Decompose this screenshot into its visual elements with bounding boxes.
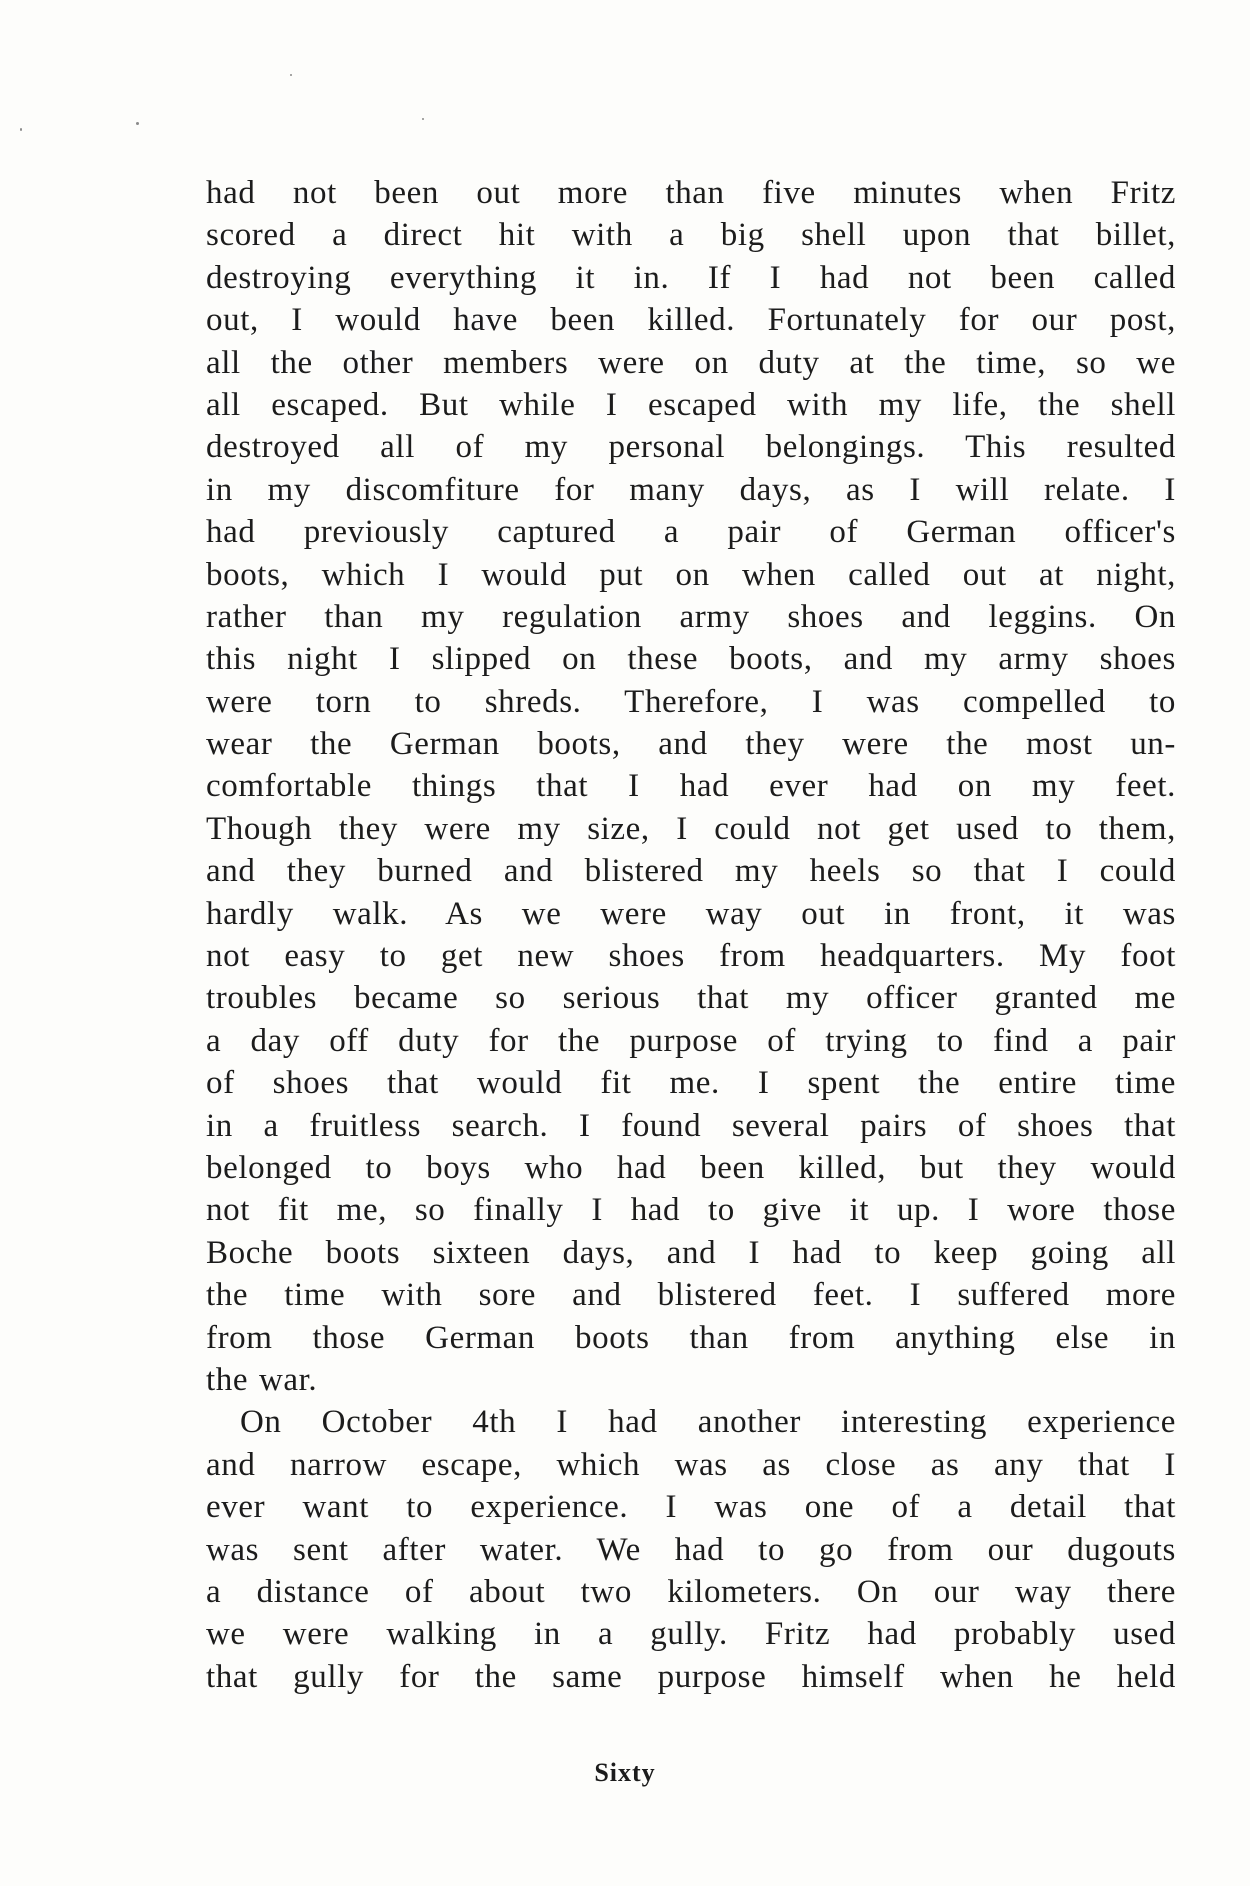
text-line: hardly walk. As we were way out in front, it was (206, 895, 1176, 932)
text-line: a distance of about two kilometers. On our way there (206, 1573, 1176, 1610)
text-line: comfortable things that I had ever had on my feet. (206, 768, 1176, 805)
text-line: the war. (206, 1361, 318, 1398)
text-line: destroyed all of my personal belongings. This resulted (206, 429, 1176, 466)
text-line: a day off duty for the purpose of trying to find a pair (206, 1022, 1176, 1059)
text-line: not easy to get new shoes from headquarters. My foot (206, 938, 1176, 975)
text-line: the time with sore and blistered feet. I suffered more (206, 1277, 1176, 1314)
paper-speck (20, 128, 22, 131)
text-line: were torn to shreds. Therefore, I was compelled to (206, 683, 1176, 720)
text-line: and narrow escape, which was as close as any that I (206, 1446, 1176, 1483)
paper-speck (290, 74, 292, 76)
text-line: destroying everything it in. If I had not been called (206, 259, 1176, 296)
paper-speck (136, 122, 139, 125)
text-line: this night I slipped on these boots, and my army shoes (206, 641, 1176, 678)
text-line: rather than my regulation army shoes and leggins. On (206, 598, 1176, 635)
text-line: in my discomfiture for many days, as I will relate. I (206, 471, 1176, 508)
paper-speck (422, 118, 424, 120)
text-line: had previously captured a pair of German officer's (206, 514, 1176, 551)
text-line: boots, which I would put on when called out at night, (206, 556, 1176, 593)
text-line: we were walking in a gully. Fritz had probably used (206, 1616, 1176, 1653)
text-line: that gully for the same purpose himself when he held (206, 1658, 1176, 1695)
page-number: Sixty (594, 1758, 656, 1787)
text-line: Though they were my size, I could not get used to them, (206, 810, 1176, 847)
paragraph-2 (206, 1401, 1176, 1698)
text-line: was sent after water. We had to go from our dugouts (206, 1531, 1176, 1568)
text-line: troubles became so serious that my officer granted me (206, 980, 1176, 1017)
text-line: all escaped. But while I escaped with my life, the shell (206, 386, 1176, 423)
text-line: belonged to boys who had been killed, but they would (206, 1149, 1176, 1186)
text-line: had not been out more than five minutes when Fritz (206, 175, 1176, 211)
text-line: Boche boots sixteen days, and I had to keep going all (206, 1234, 1176, 1271)
text-line: of shoes that would fit me. I spent the entire time (206, 1065, 1176, 1102)
text-line: scored a direct hit with a big shell upon that billet, (206, 217, 1176, 254)
text-line: out, I would have been killed. Fortunately for our post, (206, 302, 1176, 339)
text-line: from those German boots than from anything else in (206, 1319, 1176, 1356)
text-line: wear the German boots, and they were the most un- (206, 726, 1176, 763)
text-line: all the other members were on duty at the time, so we (206, 344, 1176, 381)
text-line: not fit me, so finally I had to give it up. I wore those (206, 1192, 1176, 1229)
text-line: On October 4th I had another interesting experience (240, 1404, 1176, 1441)
text-line: and they burned and blistered my heels so that I could (206, 853, 1176, 890)
text-line: in a fruitless search. I found several pairs of shoes that (206, 1107, 1176, 1144)
paragraph-1 (206, 172, 1176, 1401)
body-text (206, 172, 1176, 1698)
text-line: ever want to experience. I was one of a detail that (206, 1489, 1176, 1526)
